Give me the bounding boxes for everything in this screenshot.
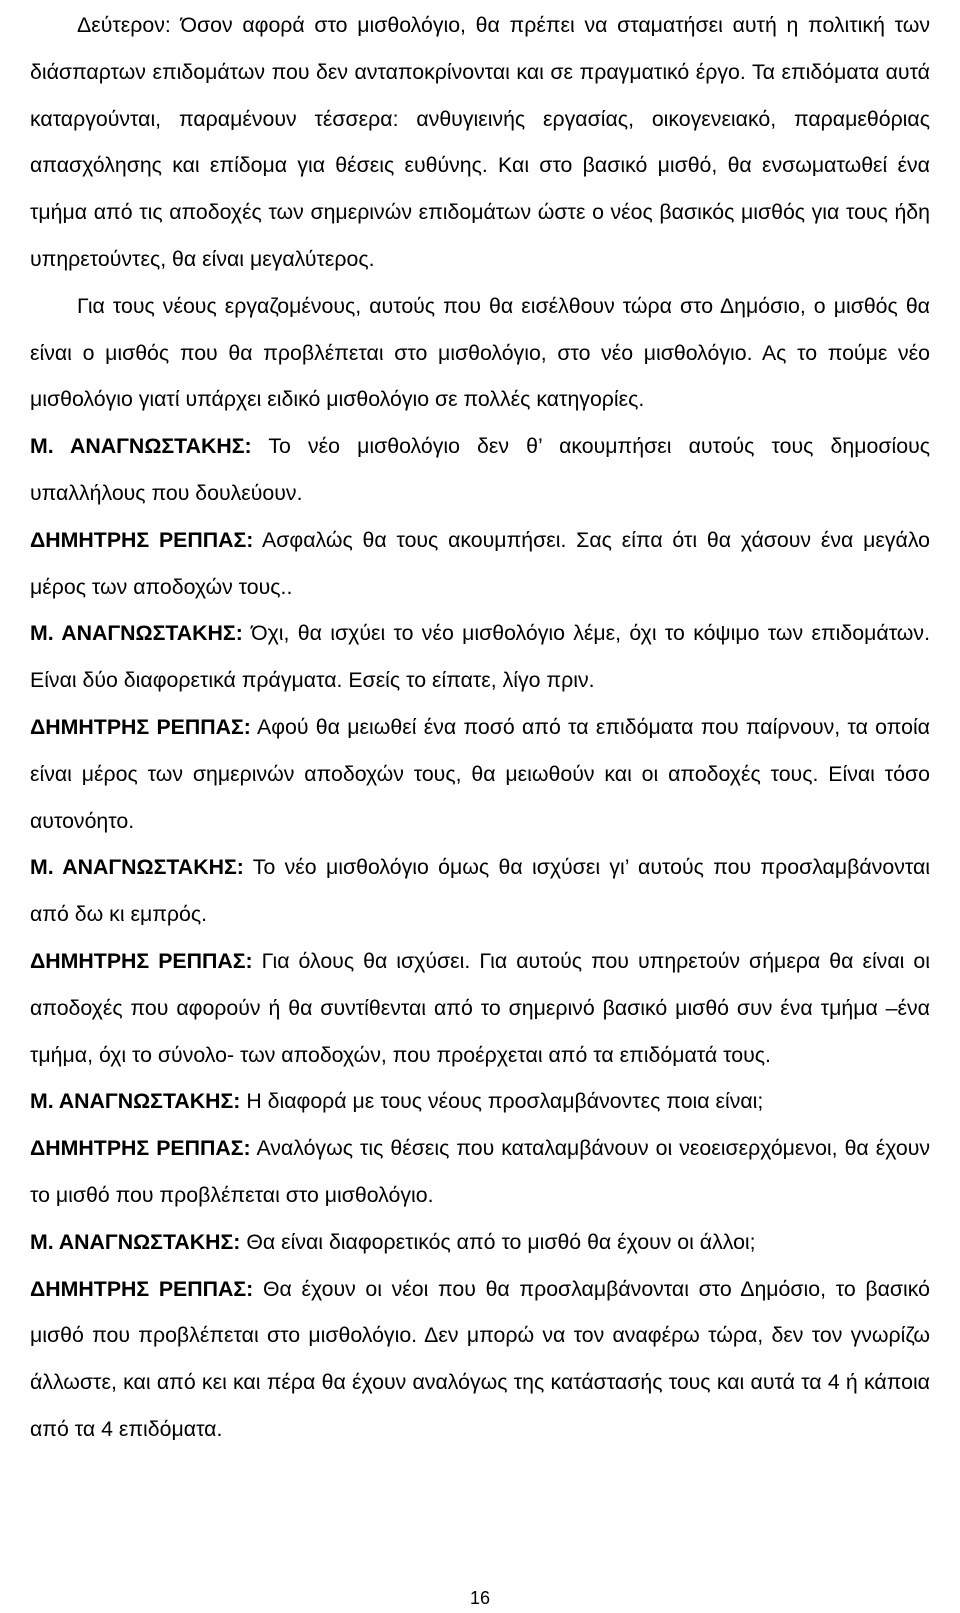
dialogue-text: Θα είναι διαφορετικός από το μισθό θα έχουν οι άλλοι; [246, 1229, 756, 1254]
speaker-name: Μ. ΑΝΑΓΝΩΣΤΑΚΗΣ: [30, 434, 252, 459]
dialogue-line [30, 938, 930, 1078]
page-number: 16 [469, 1588, 491, 1608]
paragraph-text: Δεύτερον: Όσον αφορά στο μισθολόγιο, θα πρέπει να σταματήσει αυτή η πολιτική των διάσπαρτων επιδομάτων που δεν ανταποκρίνονται και σε πραγματικό έργο. Τα επιδόματα αυτά καταργούνται, παραμένουν τέσσερα: ανθυγιεινής εργασίας, οικογενειακό, παραμεθόριας απασχόλησης και επίδομα για θέσεις ευθύνης. Και στο βασικό μισθό, θα ενσωματωθεί ένα τμήμα από τις αποδοχές των σημερινών επιδομάτων ώστε ο νέος βασικός μισθός για τους ήδη υπηρετούντες, θα είναι μεγαλύτερος. [30, 13, 930, 271]
speaker-name: ΔΗΜΗΤΡΗΣ ΡΕΠΠΑΣ: [30, 948, 253, 973]
speaker-name: ΔΗΜΗΤΡΗΣ ΡΕΠΠΑΣ: [30, 1276, 254, 1301]
speaker-name: ΔΗΜΗΤΡΗΣ ΡΕΠΠΑΣ: [30, 527, 254, 552]
dialogue-line [30, 610, 930, 704]
dialogue-text: Για όλους θα ισχύσει. Για αυτούς που υπηρετούν σήμερα θα είναι οι αποδοχές που αφορούν ή θα συντίθενται από το σημερινό βασικό μισθό συν ένα τμήμα –ένα τμήμα, όχι το σύνολο- των αποδοχών, που προέρχεται από τα επιδόματά τους. [30, 948, 930, 1067]
speaker-name: ΔΗΜΗΤΡΗΣ ΡΕΠΠΑΣ: [30, 1136, 251, 1161]
dialogue-text: Το νέο μισθολόγιο όμως θα ισχύσει γι’ αυτούς που προσλαμβάνονται από δω κι εμπρός. [30, 855, 930, 927]
speaker-name: ΔΗΜΗΤΡΗΣ ΡΕΠΠΑΣ: [30, 714, 251, 739]
dialogue-text: Αναλόγως τις θέσεις που καταλαμβάνουν οι νεοεισερχόμενοι, θα έχουν το μισθό που προβλέπεται στο μισθολόγιο. [30, 1136, 930, 1207]
dialogue-text: Η διαφορά με τους νέους προσλαμβάνοντες ποια είναι; [246, 1089, 764, 1114]
paragraph [30, 283, 930, 423]
speaker-name: Μ. ΑΝΑΓΝΩΣΤΑΚΗΣ: [30, 1089, 241, 1114]
dialogue-text: Το νέο μισθολόγιο δεν θ’ ακουμπήσει αυτούς τους δημοσίους υπαλλήλους που δουλεύουν. [30, 434, 930, 505]
dialogue-text: Αφού θα μειωθεί ένα ποσό από τα επιδόματα που παίρνουν, τα οποία είναι μέρος των σημερινών αποδοχών τους, θα μειωθούν και οι αποδοχές τους. Είναι τόσο αυτονόητο. [30, 714, 930, 833]
dialogue-line [30, 1078, 930, 1125]
paragraph-text: Για τους νέους εργαζομένους, αυτούς που θα εισέλθουν τώρα στο Δημόσιο, ο μισθός θα είναι ο μισθός που θα προβλέπεται στο μισθολόγιο, στο νέο μισθολόγιο. Ας το πούμε νέο μισθολόγιο γιατί υπάρχει ειδικό μισθολόγιο σε πολλές κατηγορίες. [30, 293, 930, 412]
document-page [30, 2, 930, 1453]
paragraph [30, 2, 930, 283]
dialogue-text: Ασφαλώς θα τους ακουμπήσει. Σας είπα ότι θα χάσουν ένα μεγάλο μέρος των αποδοχών τους.. [30, 527, 930, 599]
speaker-name: Μ. ΑΝΑΓΝΩΣΤΑΚΗΣ: [30, 1229, 241, 1254]
dialogue-line [30, 517, 930, 611]
dialogue-line [30, 1219, 930, 1266]
dialogue-text: Θα έχουν οι νέοι που θα προσλαμβάνονται στο Δημόσιο, το βασικό μισθό που προβλέπεται στο μισθολόγιο. Δεν μπορώ να τον αναφέρω τώρα, δεν τον γνωρίζω άλλωστε, και από κει και πέρα θα έχουν αναλόγως της κατάστασής τους και αυτά τα 4 ή κάποια από τα 4 επιδόματα. [30, 1276, 930, 1441]
dialogue-line [30, 704, 930, 844]
dialogue-text: Όχι, θα ισχύει το νέο μισθολόγιο λέμε, όχι το κόψιμο των επιδομάτων. Είναι δύο διαφορετικά πράγματα. Εσείς το είπατε, λίγο πριν. [30, 621, 930, 693]
speaker-name: Μ. ΑΝΑΓΝΩΣΤΑΚΗΣ: [30, 621, 243, 646]
dialogue-line [30, 1266, 930, 1453]
dialogue-line [30, 844, 930, 938]
dialogue-line [30, 1125, 930, 1219]
dialogue-line [30, 423, 930, 517]
speaker-name: Μ. ΑΝΑΓΝΩΣΤΑΚΗΣ: [30, 855, 244, 880]
